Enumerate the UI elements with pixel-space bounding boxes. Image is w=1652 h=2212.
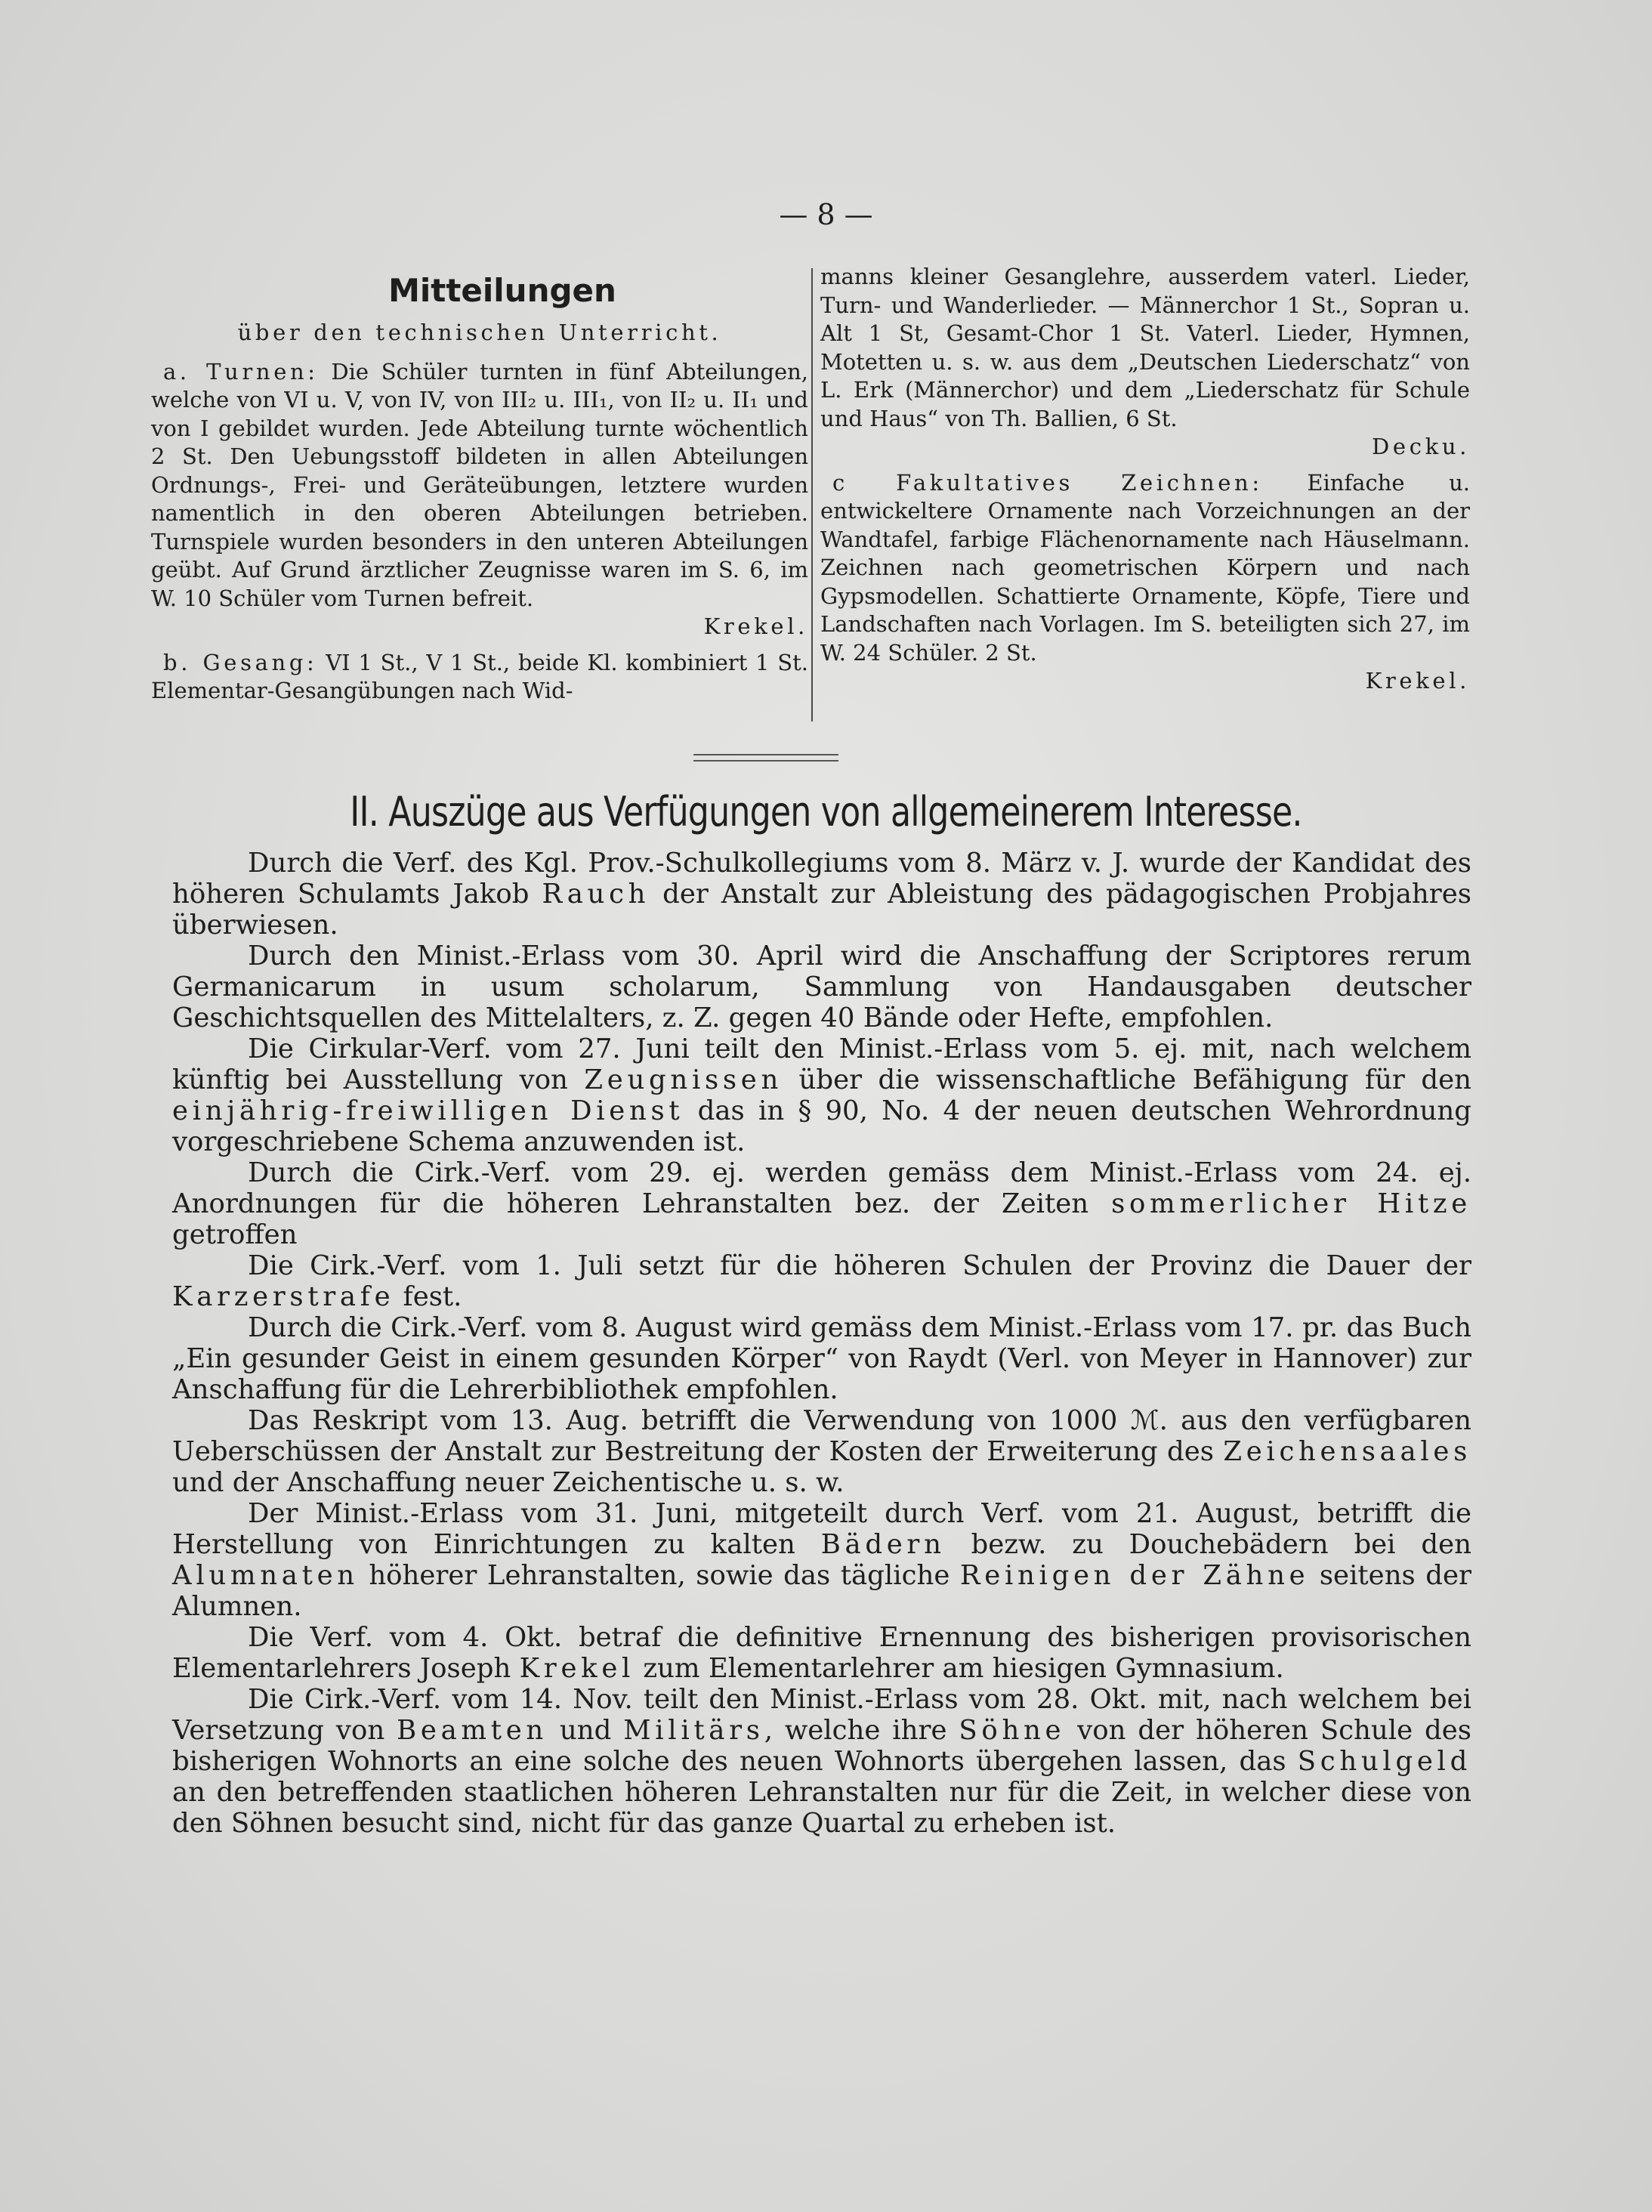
paragraph-2: Durch den Minist.-Erlass vom 30. April wird die Anschaffung der Scriptores rerum Germanicarum in usum scholarum, Sammlung von Handausgaben deutscher Geschichtsquellen des Mittelalters, z. Z. gegen 40 Bände oder Hefte, empfohlen. [172, 941, 1471, 1033]
turnen-signature: Krekel. [703, 613, 808, 639]
left-column [151, 272, 808, 706]
paragraph-3: Die Cirkular-Verf. vom 27. Juni teilt den Minist.-Erlass vom 5. ej. mit, nach welchem künftig bei Ausstellung von Zeugnissen über die wissenschaftliche Befähigung für den einjährig-freiwilligen Dienst das in § 90, No. 4 der neuen deutschen Wehrordnung vorgeschriebene Schema anzuwenden ist. [172, 1033, 1472, 1157]
turnen-paragraph [151, 358, 808, 613]
zeichnen-label: c Fakultatives Zeichnen: [832, 469, 1263, 496]
mitteilungen-title: Mitteilungen [388, 272, 616, 309]
gesang-paragraph [151, 649, 808, 706]
gesang-continuation: manns kleiner Gesanglehre, ausserdem vaterl. Lieder, Turn- und Wanderlieder. — Männerchor 1 St., Sopran u. Alt 1 St, Gesamt-Chor 1 St. Vaterl. Lieder, Hymnen, Motetten u. s. w. aus dem „Deutschen Liederschatz“ von L. Erk (Männerchor) und dem „Liederschatz für Schule und Haus“ von Th. Ballien, 6 St. [820, 264, 1470, 431]
section-body [172, 848, 1471, 1839]
paragraph-7: Das Reskript vom 13. Aug. betrifft die Verwendung von 1000 ℳ. aus den verfügbaren Ueberschüssen der Anstalt zur Bestreitung der Kosten der Erweiterung des Zeichensaales und der Anschaffung neuer Zeichentische u. s. w. [172, 1405, 1471, 1498]
mitteilungen-subtitle: über den technischen Unterricht. [237, 320, 722, 345]
paragraph-5: Die Cirk.-Verf. vom 1. Juli setzt für die höheren Schulen der Provinz die Dauer der Karzerstrafe fest. [172, 1250, 1471, 1312]
gesang-text: VI 1 St., V 1 St., beide Kl. kombiniert 1 St. Elementar-Gesangübungen nach Wid- [151, 649, 808, 703]
paragraph-10: Die Cirk.-Verf. vom 14. Nov. teilt den Minist.-Erlass vom 28. Okt. mit, nach welchem bei Versetzung von Beamten und Militärs, welche ihre Söhne von der höheren Schule des bisherigen Wohnorts an eine solche des neuen Wohnorts übergehen lassen, das Schulgeld an den betreffenden staatlichen höheren Lehranstalten nur für die Zeit, in welcher diese von den Söhnen besucht sind, nicht für das ganze Quartal zu erheben ist. [172, 1684, 1471, 1839]
gesang-signature: Decku. [1372, 434, 1470, 459]
section-divider [693, 754, 838, 762]
section-heading: II. Auszüge aus Verfügungen von allgemeinerem Interesse. [350, 788, 1302, 836]
zeichnen-text: Einfache u. entwickeltere Ornamente nach Vorzeichnungen an der Wandtafel, farbige Flächenornamente nach Häuselmann. Zeichnen nach geometrischen Körpern und nach Gypsmodellen. Schattierte Ornamente, Köpfe, Tiere und Landschaften nach Vorlagen. Im S. beteiligten sich 27, im W. 24 Schüler. 2 St. [820, 469, 1470, 666]
gesang-label: b. Gesang: [163, 649, 318, 675]
zeichnen-paragraph [820, 469, 1470, 668]
paragraph-6: Durch die Cirk.-Verf. vom 8. August wird gemäss dem Minist.-Erlass vom 17. pr. das Buch „Ein gesunder Geist in einem gesunden Körper“ von Raydt (Verl. von Meyer in Hannover) zur Anschaffung für die Lehrerbibliothek empfohlen. [172, 1312, 1471, 1405]
paragraph-4: Durch die Cirk.-Verf. vom 29. ej. werden gemäss dem Minist.-Erlass vom 24. ej. Anordnungen für die höheren Lehranstalten bez. der Zeiten sommerlicher Hitze getroffen [172, 1157, 1471, 1250]
zeichnen-signature: Krekel. [1365, 668, 1470, 694]
column-divider [811, 268, 813, 721]
paragraph-8: Der Minist.-Erlass vom 31. Juni, mitgeteilt durch Verf. vom 21. August, betrifft die Herstellung von Einrichtungen zu kalten Bädern bezw. zu Douchebädern bei den Alumnaten höherer Lehranstalten, sowie das tägliche Reinigen der Zähne seitens der Alumnen. [172, 1498, 1471, 1622]
turnen-text: Die Schüler turnten in fünf Abteilungen, welche von VI u. V, von IV, von III₂ u. III₁, von II₂ u. II₁ und von I gebildet wurden. Jede Abteilung turnte wöchentlich 2 St. Den Uebungsstoff bildeten in allen Abteilungen Ordnungs-, Frei- und Geräteübungen, letztere wurden namentlich in den oberen Abteilungen betrieben. Turnspiele wurden besonders in den unteren Abteilungen geübt. Auf Grund ärztlicher Zeugnisse waren im S. 6, im W. 10 Schüler vom Turnen befreit. [151, 358, 808, 611]
right-column [820, 263, 1470, 696]
page-number: — 8 — [779, 198, 873, 231]
paragraph-9: Die Verf. vom 4. Okt. betraf die definitive Ernennung des bisherigen provisorischen Elementarlehrers Joseph Krekel zum Elementarlehrer am hiesigen Gymnasium. [172, 1622, 1471, 1684]
paragraph-1: Durch die Verf. des Kgl. Prov.-Schulkollegiums vom 8. März v. J. wurde der Kandidat des höheren Schulamts Jakob Rauch der Anstalt zur Ableistung des pädagogischen Probjahres überwiesen. [172, 848, 1471, 941]
turnen-label: a. Turnen: [163, 358, 319, 385]
